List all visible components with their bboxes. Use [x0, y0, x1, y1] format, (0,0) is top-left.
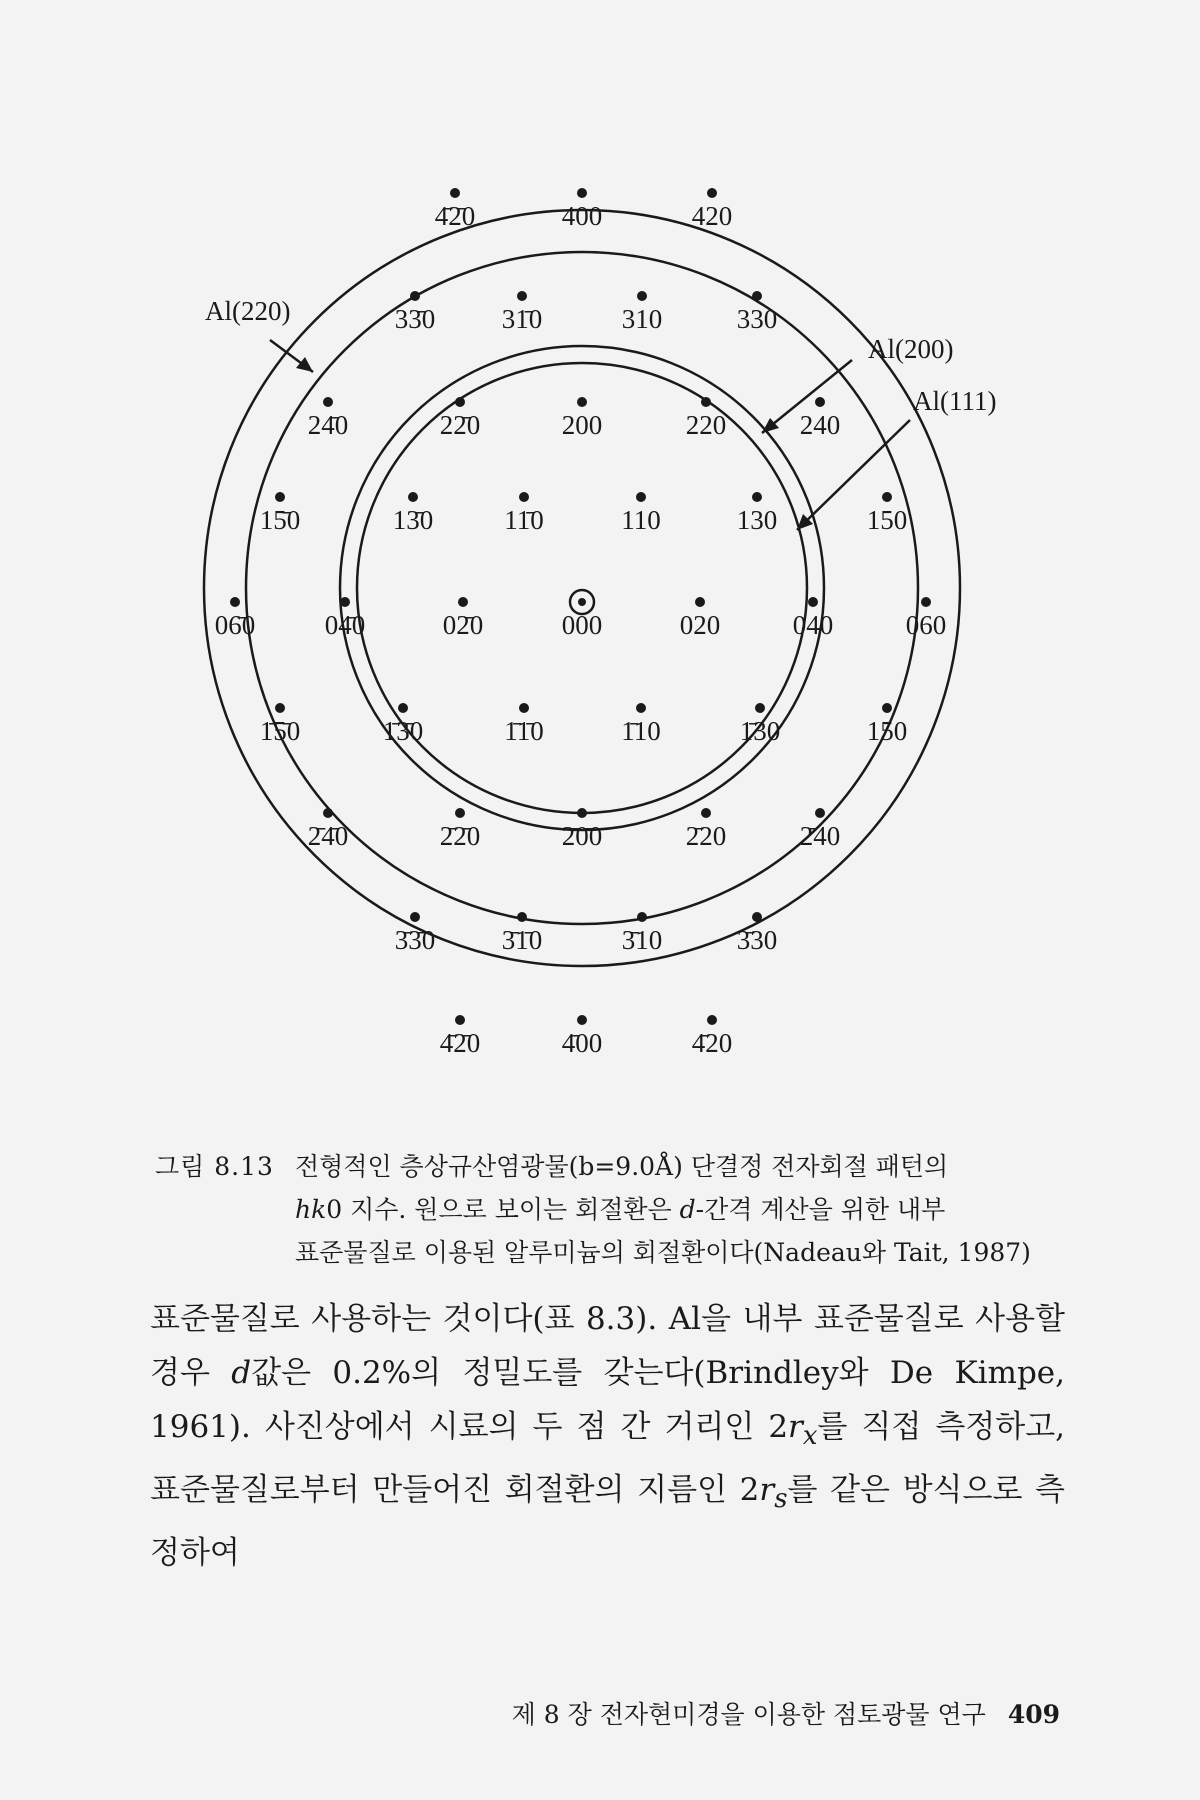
spot-dot [519, 492, 529, 502]
spot-40 [440, 1015, 481, 1058]
spot-dot [275, 492, 285, 502]
spot-dot [637, 291, 647, 301]
spot-13 [393, 492, 434, 535]
spot-dot [519, 703, 529, 713]
spot-dot [577, 188, 587, 198]
spot-dot [517, 291, 527, 301]
figure-caption [155, 1145, 1065, 1274]
spot-label: 1̄10 [621, 716, 661, 746]
spot-4 [502, 291, 543, 334]
spot-dot [701, 808, 711, 818]
spot-label: 3̄3̄0 [394, 925, 436, 955]
body-rs-subscript: s [774, 1484, 788, 1515]
spot-14 [504, 492, 544, 535]
caption-label: 그림 8.13 [155, 1152, 274, 1181]
direct-beam-center [578, 598, 586, 606]
spot-24 [906, 597, 947, 640]
spot-3 [395, 291, 436, 334]
spot-label: 31̄0 [501, 304, 543, 334]
spot-dot [275, 703, 285, 713]
spot-28 [621, 703, 661, 746]
spot-dot [408, 492, 418, 502]
spot-label: 130 [736, 505, 778, 535]
spot-dot [636, 492, 646, 502]
body-d-symbol: d [231, 1355, 252, 1391]
spot-label: 4̄2̄0 [439, 1028, 481, 1058]
spot-27 [504, 703, 544, 746]
spot-label: 02̄0 [442, 610, 484, 640]
spot-dot [517, 912, 527, 922]
spot-label: 15̄0 [259, 505, 301, 535]
spot-dot [450, 188, 460, 198]
spot-dot [230, 597, 240, 607]
body-text-part-2: 값은 0.2%의 정밀도를 갖는다(Brindley와 De Kimpe, 1961). 사진상에서 시료의 두 점 간 거리인 2 [150, 1355, 1066, 1445]
spot-label: 2̄0̄0 [561, 821, 603, 851]
body-rx-symbol: r [788, 1409, 803, 1445]
spot-16 [737, 492, 778, 535]
spot-22 [680, 597, 721, 640]
caption-line-2: 0 지수. 원으로 보이는 회절환은 [326, 1195, 680, 1224]
spot-9 [562, 397, 603, 440]
caption-line-2-rest: -간격 계산을 위한 내부 [695, 1195, 946, 1224]
spot-label: 150 [866, 505, 908, 535]
spot-label: 22̄0 [439, 410, 481, 440]
spot-dot [323, 808, 333, 818]
spot-34 [686, 808, 727, 851]
spot-dot [636, 703, 646, 713]
caption-line-3: 표준물질로 이용된 알루미늄의 회절환이다(Nadeau와 Tait, 1987) [295, 1238, 1031, 1267]
spot-23 [793, 597, 834, 640]
spot-dot [752, 492, 762, 502]
spot-label: 200 [561, 410, 603, 440]
body-paragraph [150, 1292, 1065, 1580]
chapter-title: 제 8 장 전자현미경을 이용한 점토광물 연구 [511, 1700, 986, 1729]
spot-label: 150 [866, 716, 908, 746]
spot-label: 420 [691, 201, 733, 231]
spot-42 [692, 1015, 733, 1058]
spot-label: 040 [792, 610, 834, 640]
spot-label: 220 [685, 410, 727, 440]
body-rs-symbol: r [759, 1472, 775, 1509]
spot-dot [752, 912, 762, 922]
al220-arrowhead [296, 357, 313, 372]
spot-label: 240 [799, 410, 841, 440]
spot-label: 13̄0 [392, 505, 434, 535]
spot-41 [562, 1015, 603, 1058]
spot-dot [455, 397, 465, 407]
spot-dot [808, 597, 818, 607]
spot-label: 000 [561, 610, 603, 640]
spot-dot [410, 291, 420, 301]
spot-37 [502, 912, 543, 955]
spot-dot [882, 492, 892, 502]
spot-17 [867, 492, 908, 535]
spot-dot [577, 397, 587, 407]
body-text-part-4: 를 같은 방식으로 측정하여 [150, 1472, 1065, 1572]
spot-20 [443, 597, 484, 640]
spot-dot [815, 397, 825, 407]
spot-label: 2̄20 [685, 821, 727, 851]
spot-label: 1̄5̄0 [259, 716, 301, 746]
al220-outer-ring-edge [204, 210, 960, 966]
spot-25 [260, 703, 301, 746]
caption-hk-index: hk [295, 1195, 327, 1224]
al111-label: Al(111) [913, 386, 997, 416]
spot-dot [637, 912, 647, 922]
spot-label: 060 [905, 610, 947, 640]
spot-label: 33̄0 [394, 304, 436, 334]
spot-dot [340, 597, 350, 607]
spot-label: 06̄0 [214, 610, 256, 640]
spot-38 [622, 912, 663, 955]
spot-32 [440, 808, 481, 851]
spot-7 [308, 397, 349, 440]
page-footer [430, 1695, 1060, 1731]
spot-30 [867, 703, 908, 746]
spot-dot [701, 397, 711, 407]
spot-dot [410, 912, 420, 922]
spot-dot [455, 1015, 465, 1025]
spot-26 [383, 703, 424, 746]
al200-label: Al(200) [868, 334, 954, 364]
spot-label: 400 [561, 201, 603, 231]
spot-label: 330 [736, 304, 778, 334]
spot-label: 2̄4̄0 [307, 821, 349, 851]
spot-dot [398, 703, 408, 713]
spot-label: 2̄40 [799, 821, 841, 851]
spot-label: 2̄2̄0 [439, 821, 481, 851]
caption-line-1: 전형적인 층상규산염광물(b=9.0Å) 단결정 전자회절 패턴의 [295, 1152, 949, 1181]
spot-2 [692, 188, 733, 231]
spot-18 [215, 597, 256, 640]
spot-dot [695, 597, 705, 607]
spot-6 [737, 291, 778, 334]
body-rx-subscript: x [802, 1421, 818, 1452]
spot-15 [621, 492, 661, 535]
page-number: 409 [1007, 1700, 1060, 1729]
spot-21 [562, 590, 603, 640]
spot-dot [455, 808, 465, 818]
spot-29 [740, 703, 781, 746]
spot-dot [707, 1015, 717, 1025]
body-text-part-3: 를 직접 측정하고, 표준물질로부터 만들어진 회절환의 지름인 2 [150, 1409, 1065, 1509]
spot-dot [458, 597, 468, 607]
spot-31 [308, 808, 349, 851]
spot-1 [562, 188, 603, 231]
spot-11 [800, 397, 841, 440]
spot-0 [435, 188, 476, 231]
spot-dot [755, 703, 765, 713]
spot-dot [707, 188, 717, 198]
spot-label: 020 [679, 610, 721, 640]
spot-label: 310 [621, 304, 663, 334]
al220-label: Al(220) [205, 296, 291, 326]
spot-label: 1̄1̄0 [504, 716, 544, 746]
spot-label: 4̄20 [691, 1028, 733, 1058]
spot-39 [737, 912, 778, 955]
spot-33 [562, 808, 603, 851]
spot-label: 11̄0 [504, 505, 544, 535]
spot-label: 3̄30 [736, 925, 778, 955]
caption-d-symbol: d [679, 1195, 696, 1224]
spot-dot [815, 808, 825, 818]
spot-label: 1̄3̄0 [382, 716, 424, 746]
spot-label: 3̄10 [621, 925, 663, 955]
spot-label: 1̄30 [739, 716, 781, 746]
spot-35 [800, 808, 841, 851]
spot-5 [622, 291, 663, 334]
spot-8 [440, 397, 481, 440]
body-text-part-1: 표준물질로 사용하는 것이다(표 8.3). Al을 내부 표준물질로 사용할 경우 [150, 1301, 1065, 1391]
spot-label: 4̄00 [561, 1028, 603, 1058]
spot-label: 04̄0 [324, 610, 366, 640]
spot-dot [577, 808, 587, 818]
spot-dot [577, 1015, 587, 1025]
spot-label: 110 [621, 505, 661, 535]
diffraction-spots [215, 188, 947, 1058]
spot-dot [882, 703, 892, 713]
spot-label: 3̄1̄0 [501, 925, 543, 955]
spot-label: 24̄0 [307, 410, 349, 440]
spot-12 [260, 492, 301, 535]
spot-10 [686, 397, 727, 440]
spot-19 [325, 597, 366, 640]
spot-dot [752, 291, 762, 301]
spot-label: 4̄2̄0 [434, 201, 476, 231]
spot-dot [323, 397, 333, 407]
spot-dot [921, 597, 931, 607]
